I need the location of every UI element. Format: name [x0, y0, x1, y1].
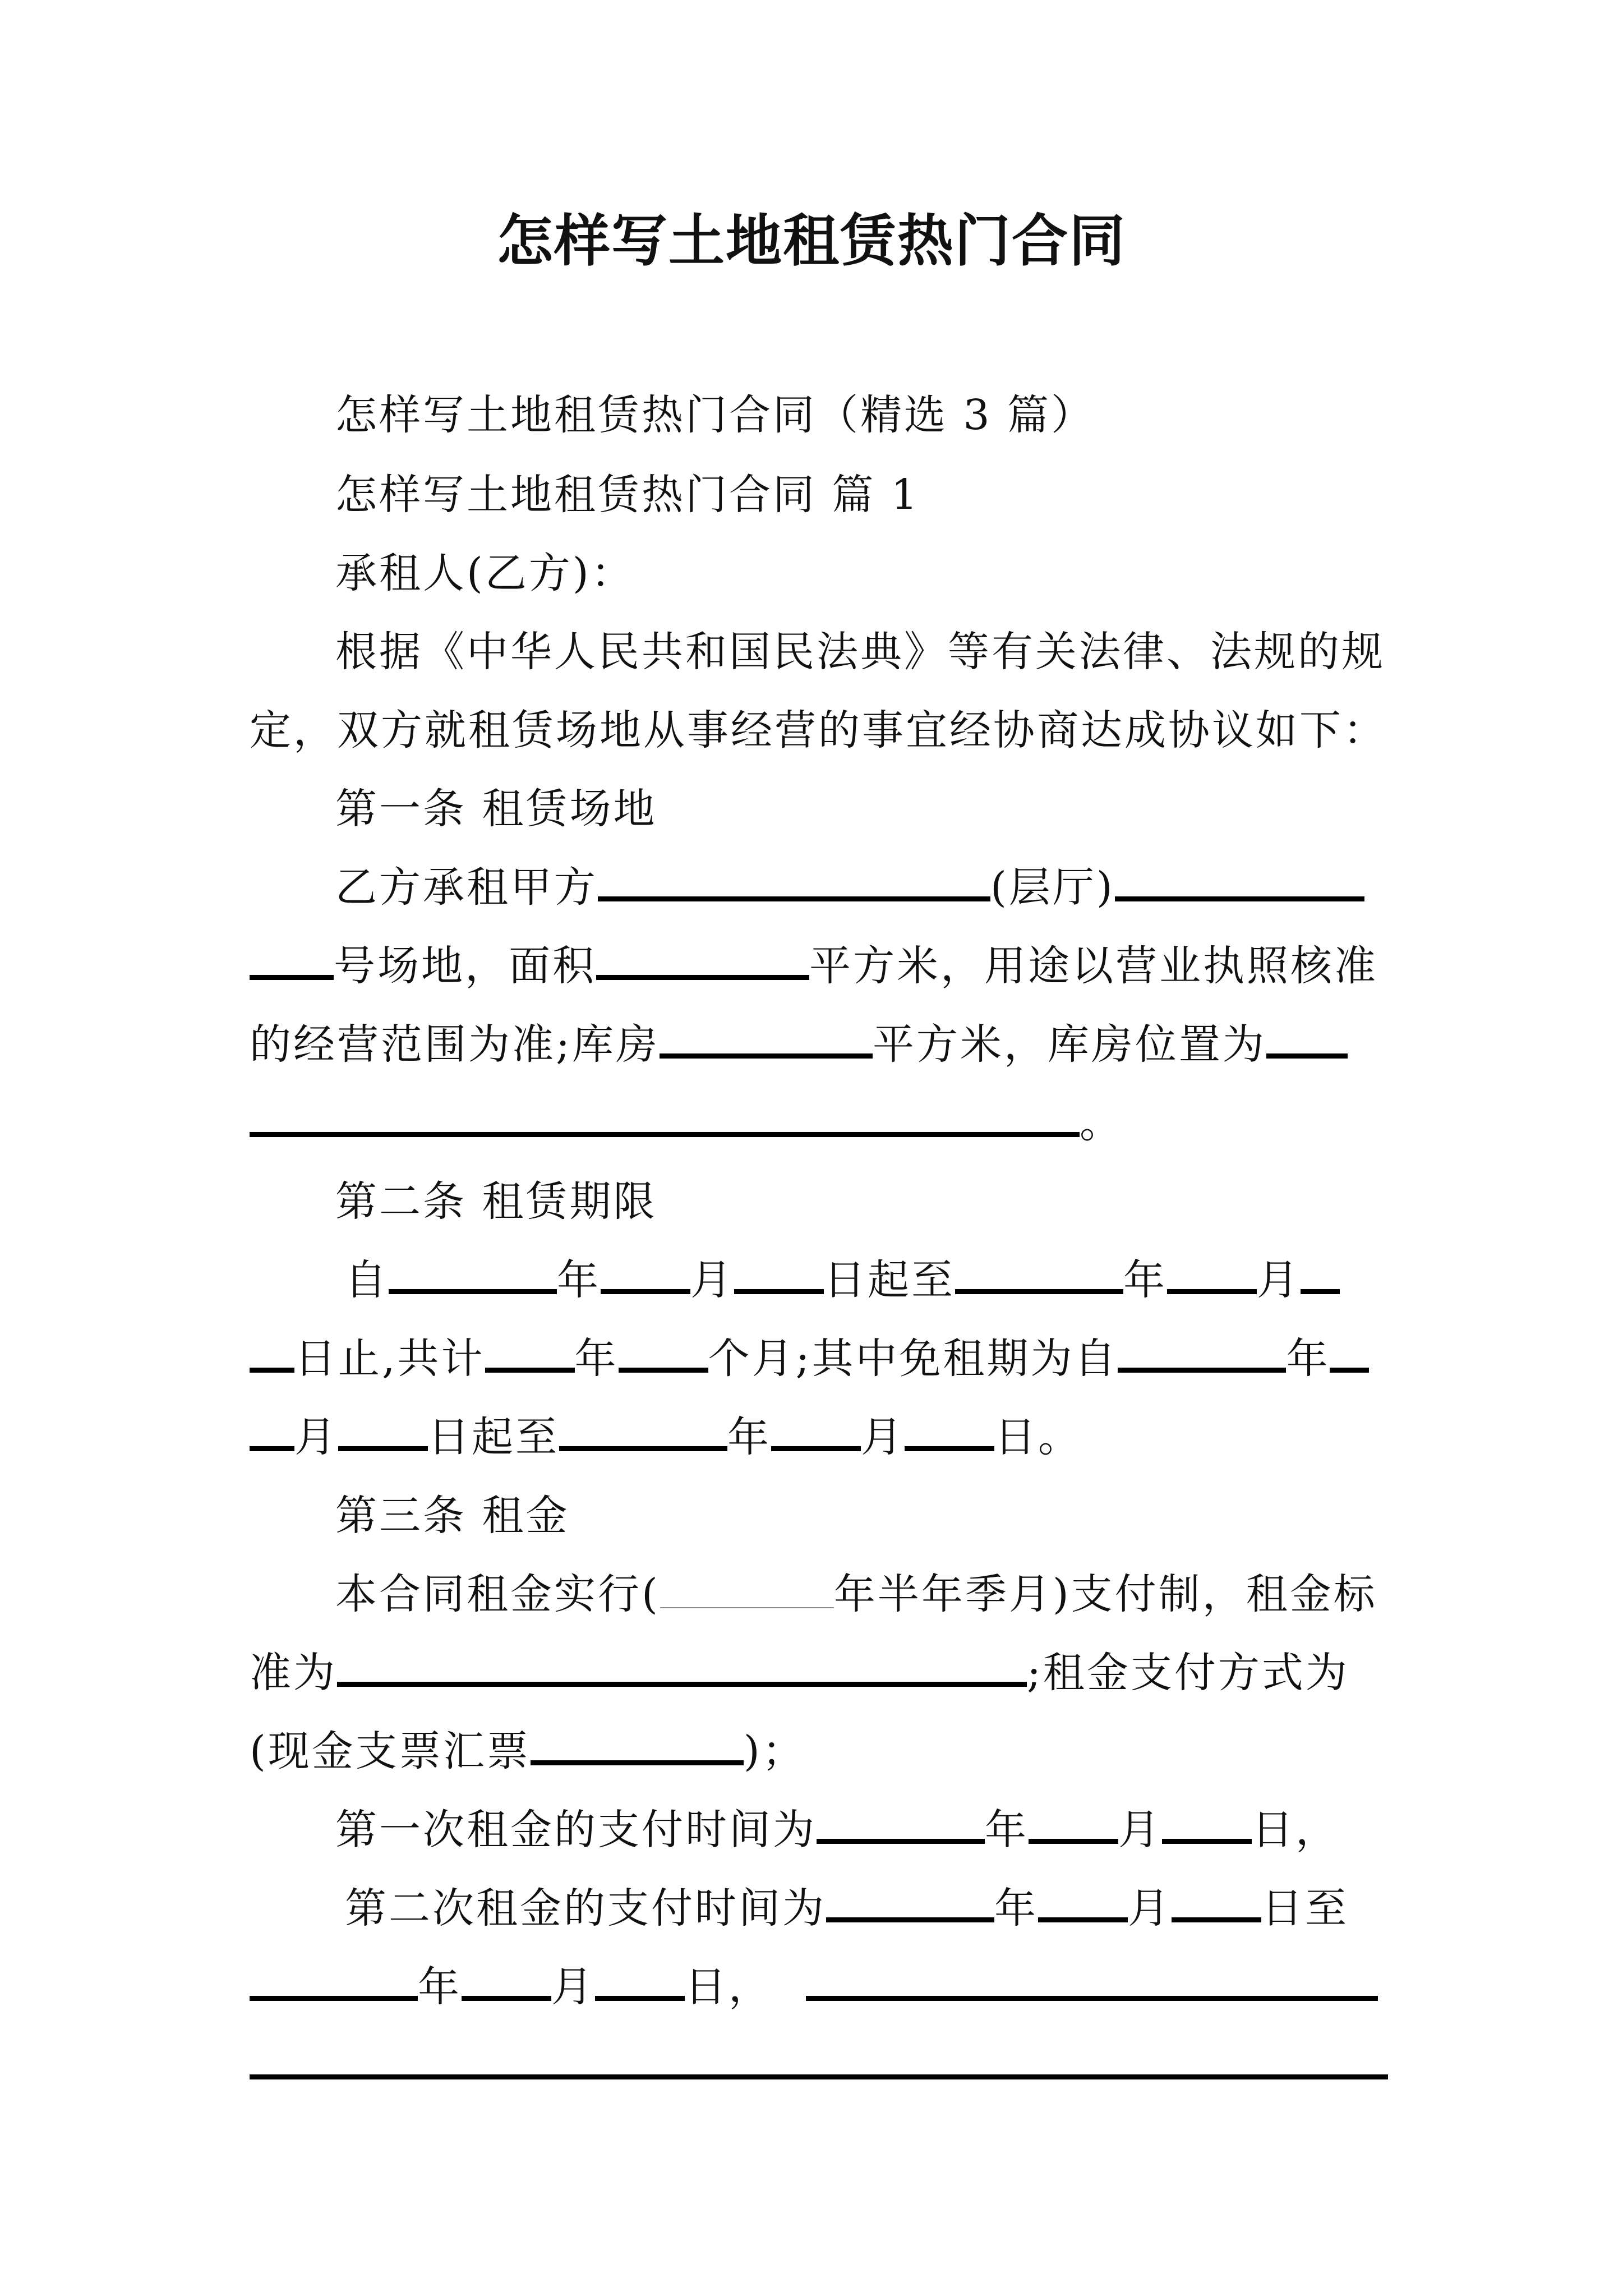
text-segment: 年 [1286, 1335, 1330, 1383]
blank-field [250, 2040, 1388, 2079]
payment-line-2 [345, 1880, 1349, 1936]
document-title: 怎样写土地租赁热门合同 [497, 208, 1126, 274]
blank-field [250, 940, 334, 980]
blank-field [250, 1411, 294, 1451]
blank-field [826, 1883, 994, 1922]
document-subtitle: 怎样写土地租赁热门合同（精选 3 篇） [335, 391, 1095, 439]
article-1-line-3 [250, 1016, 1348, 1073]
article-3-line-3 [250, 1723, 806, 1779]
text-segment: 年 [557, 1256, 601, 1304]
blank-field [462, 1961, 551, 2001]
blank-field [601, 1254, 690, 1294]
text-segment: 月 [294, 1413, 338, 1461]
blank-field [1029, 1804, 1118, 1844]
blank-field [338, 1411, 428, 1451]
text-segment: 日止,共计 [294, 1335, 485, 1383]
text-segment: 月 [1257, 1256, 1301, 1304]
lessee-label: 承租人(乙方)： [335, 549, 635, 597]
text-segment: 准为 [250, 1649, 337, 1697]
payment-line-3 [250, 1959, 1378, 2015]
blank-field [660, 1573, 834, 1608]
text-segment: 月 [690, 1256, 734, 1304]
payment-line-1 [335, 1802, 1339, 1858]
text-segment: 第一次租金的支付时间为 [335, 1806, 817, 1854]
blank-field [337, 1647, 1027, 1687]
text-segment: 年 [727, 1413, 771, 1461]
text-segment: 自 [345, 1256, 389, 1304]
blank-field [806, 1961, 1378, 2001]
blank-field [1162, 1804, 1252, 1844]
text-segment: 日起至 [824, 1256, 955, 1304]
text-segment: 日至 [1261, 1884, 1349, 1932]
text-segment: 年 [418, 1963, 462, 2011]
text-segment: 。 [1080, 1099, 1123, 1147]
blank-field [905, 1411, 994, 1451]
blank-field [250, 1961, 418, 2001]
blank-field [485, 1333, 575, 1373]
text-segment: ;租金支付方式为 [1027, 1649, 1349, 1697]
article-1-line-4 [250, 1095, 1123, 1151]
section-heading: 怎样写土地租赁热门合同 篇 1 [335, 471, 920, 519]
blank-field [1330, 1333, 1369, 1373]
blank-field [817, 1804, 985, 1844]
blank-field [771, 1411, 861, 1451]
blank-field [619, 1333, 708, 1373]
blank-field [250, 1333, 294, 1373]
intro-line-1: 根据《中华人民共和国民法典》等有关法律、法规的规 [335, 628, 1385, 676]
blank-field [1172, 1883, 1261, 1922]
blank-field [559, 1411, 727, 1451]
blank-field [596, 940, 809, 980]
text-segment: 平方米，库房位置为 [872, 1020, 1266, 1069]
blank-field [1115, 862, 1364, 901]
article-2-line-2 [250, 1331, 1369, 1387]
text-segment: (层厅) [990, 863, 1115, 912]
text-segment: 年 [1123, 1256, 1167, 1304]
blank-field [660, 1019, 873, 1059]
blank-field [734, 1254, 824, 1294]
blank-field [1167, 1254, 1257, 1294]
article-1-line-2 [250, 938, 1378, 994]
blank-field [389, 1254, 557, 1294]
article-3-heading: 第三条 租金 [335, 1492, 570, 1540]
text-segment: 号场地，面积 [334, 942, 596, 990]
text-segment: 日， [1252, 1806, 1339, 1854]
article-2-line-1 [345, 1252, 1340, 1308]
blank-field [250, 1097, 1080, 1137]
blank-field [1038, 1883, 1128, 1922]
blank-field [955, 1254, 1123, 1294]
blank-field [598, 862, 990, 901]
text-segment: 年 [994, 1884, 1038, 1932]
text-segment: 的经营范围为准;库房 [250, 1020, 660, 1069]
blank-field [1266, 1019, 1348, 1059]
text-segment: 年半年季月)支付制，租金标 [833, 1570, 1377, 1618]
intro-line-2: 定，双方就租赁场地从事经营的事宜经协商达成协议如下： [250, 706, 1387, 754]
text-segment: 日。 [994, 1413, 1082, 1461]
text-segment: 月 [1118, 1806, 1162, 1854]
article-1-heading: 第一条 租赁场地 [335, 785, 657, 833]
blank-field [595, 1961, 685, 2001]
payment-line-4 [250, 2037, 1388, 2093]
text-segment: 日， [685, 1963, 772, 2011]
text-segment: 月 [551, 1963, 595, 2011]
text-segment: 年 [574, 1335, 619, 1383]
article-2-heading: 第二条 租赁期限 [335, 1177, 657, 1226]
text-segment: 第二次租金的支付时间为 [345, 1884, 826, 1932]
article-3-line-2 [250, 1645, 1349, 1701]
text-segment: (现金支票汇票 [250, 1727, 531, 1775]
blank-field [1118, 1333, 1286, 1373]
article-2-line-3 [250, 1409, 1082, 1465]
text-segment: 月 [1128, 1884, 1172, 1932]
article-3-line-1 [335, 1566, 1377, 1622]
text-segment: 月 [861, 1413, 905, 1461]
blank-field [531, 1726, 744, 1765]
text-segment: 个月;其中免租期为自 [708, 1335, 1118, 1383]
text-segment: 年 [985, 1806, 1029, 1854]
blank-field [1301, 1254, 1340, 1294]
article-1-line-1 [335, 859, 1364, 915]
text-segment: 本合同租金实行( [335, 1570, 660, 1618]
text-segment: 平方米，用途以营业执照核准 [809, 942, 1378, 990]
text-segment: )； [743, 1727, 806, 1775]
text-segment: 日起至 [428, 1413, 559, 1461]
text-segment: 乙方承租甲方 [335, 863, 598, 912]
